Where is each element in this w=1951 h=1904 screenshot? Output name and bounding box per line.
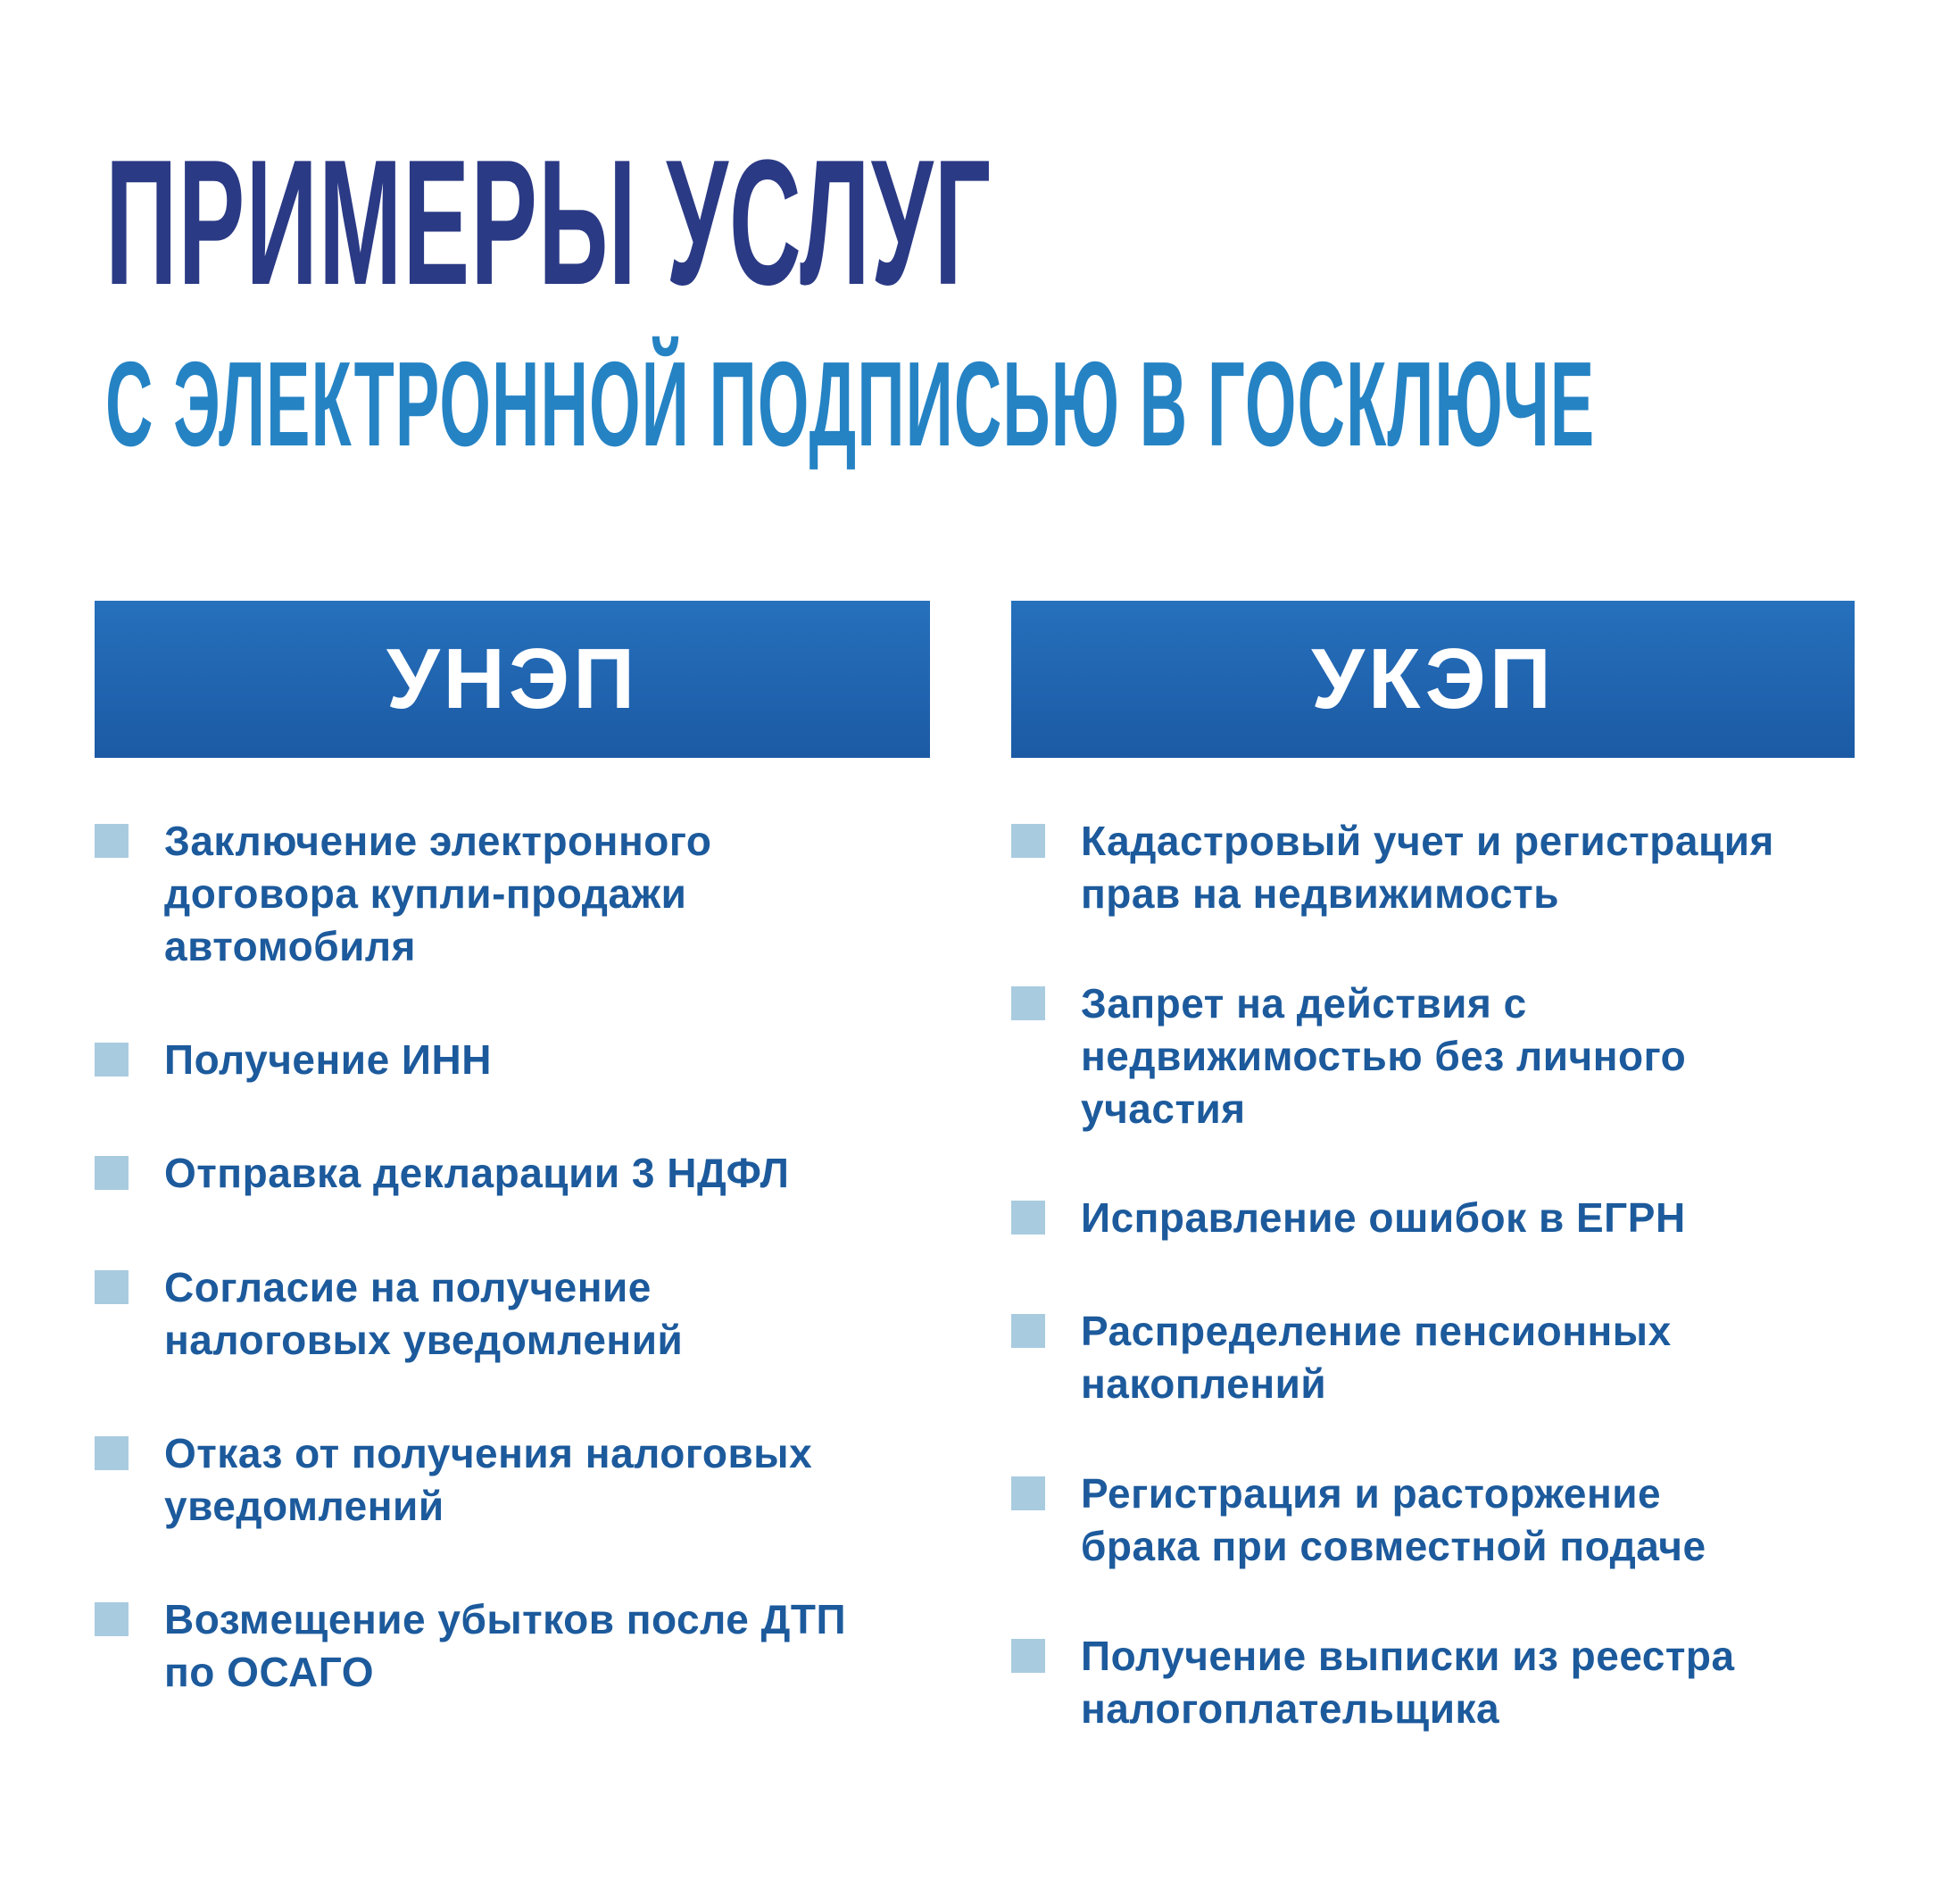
square-bullet-icon (95, 1436, 129, 1470)
unep-header: УНЭП (95, 601, 930, 758)
square-bullet-icon (1011, 1639, 1045, 1673)
square-bullet-icon (95, 1156, 129, 1190)
square-bullet-icon (1011, 824, 1045, 858)
list-item-text: Регистрация и расторжение брака при совместной подаче (1081, 1470, 1706, 1569)
list-item-text: Отказ от получения налоговых уведомлений (164, 1430, 813, 1529)
list-item-text: Отправка декларации 3 НДФЛ (164, 1150, 790, 1196)
list-item-text: Получение выписки из реестра налогоплательщика (1081, 1633, 1735, 1732)
page-subtitle: С ЭЛЕКТРОННОЙ ПОДПИСЬЮ В ГОСКЛЮЧЕ (105, 337, 1596, 471)
list-item-text: Запрет на действия с недвижимостью без личного участия (1081, 980, 1687, 1132)
square-bullet-icon (95, 1602, 129, 1636)
square-bullet-icon (1011, 986, 1045, 1020)
ukep-column (1011, 601, 1855, 1732)
list-item-text: Кадастровый учет и регистрация прав на недвижимость (1081, 818, 1774, 917)
square-bullet-icon (1011, 1201, 1045, 1235)
list-item-text: Возмещение убытков после ДТП по ОСАГО (164, 1596, 847, 1695)
unep-column (95, 601, 930, 1695)
square-bullet-icon (1011, 1476, 1045, 1510)
square-bullet-icon (95, 1270, 129, 1304)
list-item-text: Согласие на получение налоговых уведомлений (164, 1264, 684, 1363)
list-item-text: Заключение электронного договора купли-продажи автомобиля (164, 818, 712, 969)
page-title: ПРИМЕРЫ УСЛУГ (105, 123, 992, 322)
list-item-text: Исправление ошибок в ЕГРН (1081, 1194, 1686, 1241)
list-item-text: Получение ИНН (164, 1036, 492, 1083)
square-bullet-icon (1011, 1314, 1045, 1348)
square-bullet-icon (95, 1043, 129, 1077)
ukep-header: УКЭП (1011, 601, 1855, 758)
list-item-text: Распределение пенсионных накоплений (1081, 1308, 1672, 1407)
square-bullet-icon (95, 824, 129, 858)
